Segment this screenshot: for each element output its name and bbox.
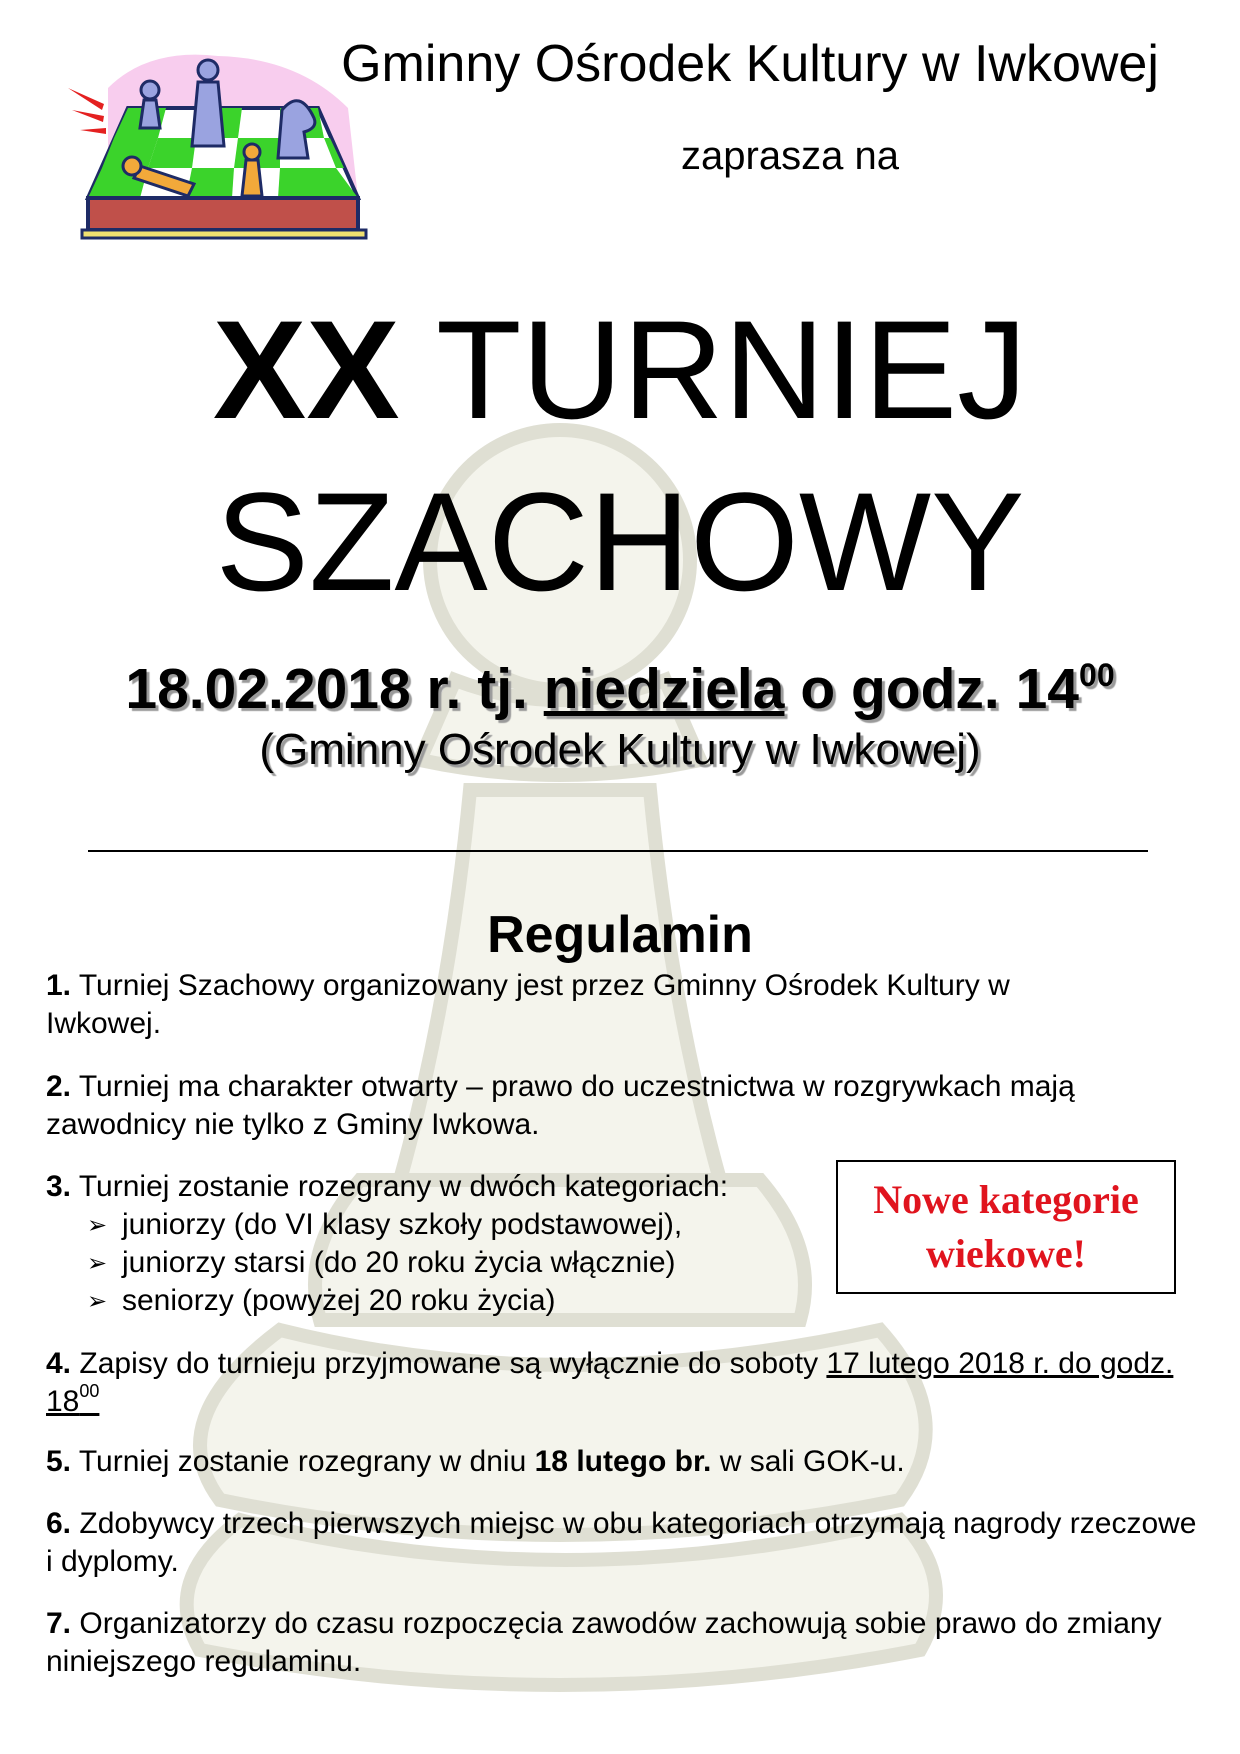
rule-text: Turniej ma charakter otwarty – prawo do uczestnictwa w rozgrywkach mają zawodnicy nie tylko z Gminy Iwkowa. xyxy=(46,1070,1075,1141)
category-list xyxy=(82,1206,682,1320)
notice-line1: Nowe kategorie xyxy=(873,1177,1139,1222)
rule-number: 6. xyxy=(46,1507,72,1540)
rules-heading: Regulamin xyxy=(487,906,753,964)
rule-text: Turniej zostanie rozegrany w dwóch kategoriach: xyxy=(78,1170,729,1203)
divider-line xyxy=(88,850,1148,852)
list-item xyxy=(82,1206,682,1244)
rule-text-after: w sali GOK-u. xyxy=(719,1445,905,1478)
rule-5 xyxy=(46,1443,1206,1481)
invitation-text: zaprasza na xyxy=(681,134,899,178)
rule-number: 4. xyxy=(46,1347,72,1380)
event-title-line1 xyxy=(0,290,1240,450)
event-date xyxy=(0,652,1240,726)
title-word-turniej: TURNIEJ xyxy=(436,291,1028,448)
organizer-name: Gminny Ośrodek Kultury w Iwkowej xyxy=(341,35,1159,93)
date-text: 18.02.2018 r. tj. xyxy=(125,657,528,721)
rule-7 xyxy=(46,1605,1206,1681)
tournament-date: 18 lutego br. xyxy=(534,1445,712,1478)
rule-4 xyxy=(46,1345,1206,1421)
notice-line2: wiekowe! xyxy=(926,1231,1086,1276)
rule-1 xyxy=(46,967,1126,1043)
category-text: juniorzy (do VI klasy szkoły podstawowej), xyxy=(122,1208,683,1241)
event-venue: (Gminny Ośrodek Kultury w Iwkowej) xyxy=(259,725,981,774)
minutes-text: 00 xyxy=(1079,657,1115,693)
hour-text: 14 xyxy=(1015,657,1080,721)
rule-3 xyxy=(46,1168,826,1206)
category-text: juniorzy starsi (do 20 roku życia włącznie) xyxy=(122,1246,676,1279)
rule-text: Zapisy do turnieju przyjmowane są wyłącznie do soboty xyxy=(79,1347,819,1380)
arrow-bullet-icon: ➢ xyxy=(86,1287,108,1315)
rule-text: Turniej zostanie rozegrany w dniu xyxy=(78,1445,527,1478)
rule-number: 5. xyxy=(46,1445,72,1478)
rule-number: 3. xyxy=(46,1170,72,1203)
category-text: seniorzy (powyżej 20 roku życia) xyxy=(122,1284,556,1317)
list-item xyxy=(82,1244,682,1282)
rule-6 xyxy=(46,1505,1206,1581)
event-title-line2: SZACHOWY xyxy=(215,463,1025,620)
weekday-text: niedziela xyxy=(543,657,785,721)
rule-number: 7. xyxy=(46,1607,72,1640)
rule-text: Zdobywcy trzech pierwszych miejsc w obu kategoriach otrzymają nagrody rzeczowe i dyplomy. xyxy=(46,1507,1197,1578)
arrow-bullet-icon: ➢ xyxy=(86,1211,108,1239)
arrow-bullet-icon: ➢ xyxy=(86,1249,108,1277)
rule-number: 2. xyxy=(46,1070,72,1103)
rule-2 xyxy=(46,1068,1206,1144)
time-prefix: o godz. xyxy=(800,657,1000,721)
rule-text: Turniej Szachowy organizowany jest przez Gminny Ośrodek Kultury w Iwkowej. xyxy=(46,969,1010,1040)
new-categories-notice xyxy=(836,1160,1176,1294)
rule-text: Organizatorzy do czasu rozpoczęcia zawodów zachowują sobie prawo do zmiany niniejszego regulaminu. xyxy=(46,1607,1162,1678)
deadline-minutes: 00 xyxy=(79,1381,100,1401)
edition-number: XX xyxy=(212,291,400,448)
rule-number: 1. xyxy=(46,969,72,1002)
deadline-text: 17 lutego 2018 r. do godz. 18 xyxy=(46,1347,1174,1418)
list-item xyxy=(82,1282,682,1320)
